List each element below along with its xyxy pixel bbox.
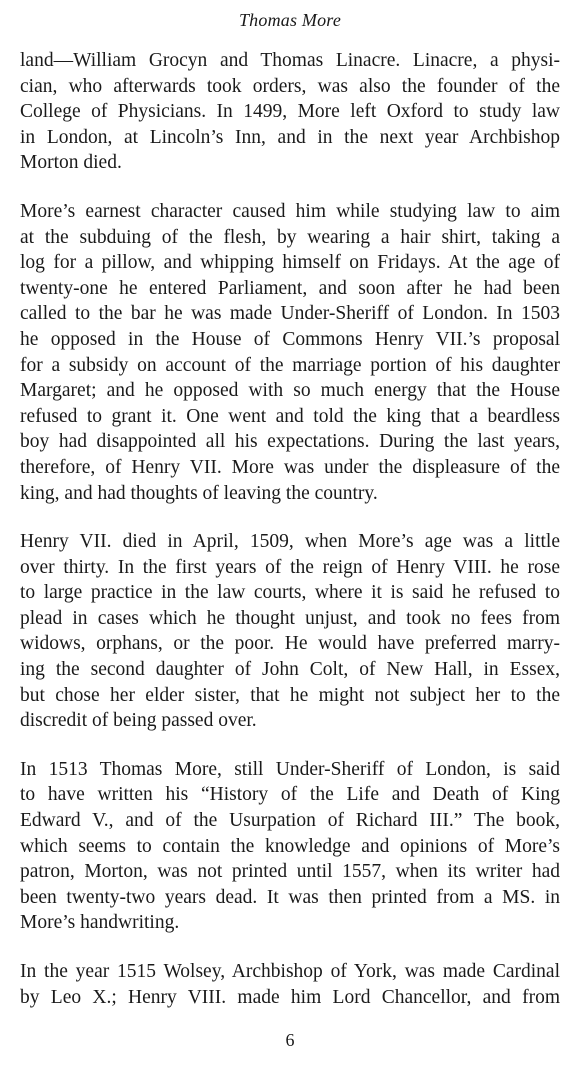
text-line: therefore, of Henry VII. More was under the displeasure of the	[20, 456, 560, 478]
text-line: ing the second daughter of John Colt, of New Hall, in Essex,	[20, 659, 560, 681]
text-line: Henry VII. died in April, 1509, when More’s age was a little	[20, 531, 560, 553]
text-line: king, and had thoughts of leaving the country.	[20, 482, 378, 504]
text-line: land—William Grocyn and Thomas Linacre. Linacre, a physi-	[20, 50, 560, 71]
paragraph	[20, 48, 560, 176]
text-line: for a subsidy on account of the marriage portion of his daughter	[20, 354, 560, 376]
text-line: twenty-one he entered Parliament, and soon after he had been	[20, 277, 560, 299]
text-line: boy had disappointed all his expectations. During the last years,	[20, 431, 560, 453]
text-line: called to the bar he was made Under-Sheriff of London. In 1503	[20, 303, 560, 325]
text-line: Edward V., and of the Usurpation of Richard III.” The book,	[20, 810, 560, 832]
body-text	[20, 48, 560, 1033]
text-line: In 1513 Thomas More, still Under-Sheriff of London, is said	[20, 758, 560, 780]
text-line: by Leo X.; Henry VIII. made him Lord Chancellor, and from	[20, 986, 560, 1008]
page-number: 6	[285, 1030, 295, 1050]
paragraph	[20, 757, 560, 936]
text-line: patron, Morton, was not printed until 1557, when its writer had	[20, 861, 560, 883]
text-line: refused to grant it. One went and told the king that a beardless	[20, 405, 560, 427]
paragraph	[20, 199, 560, 506]
paragraph	[20, 959, 560, 1010]
text-line: More’s earnest character caused him while studying law to aim	[20, 200, 560, 222]
text-line: to have written his “History of the Life and Death of King	[20, 784, 560, 806]
text-line: in London, at Lincoln’s Inn, and in the next year Archbishop	[20, 126, 560, 148]
text-line: to large practice in the law courts, where it is said he refused to	[20, 582, 560, 604]
text-line: More’s handwriting.	[20, 912, 180, 934]
text-line: In the year 1515 Wolsey, Archbishop of York, was made Cardinal	[20, 961, 560, 982]
text-line: Morton died.	[20, 152, 122, 174]
paragraph	[20, 529, 560, 734]
text-line: log for a pillow, and whipping himself on Fridays. At the age of	[20, 252, 560, 274]
text-line: over thirty. In the first years of the reign of Henry VIII. he rose	[20, 556, 560, 578]
text-line: which seems to contain the knowledge and opinions of More’s	[20, 835, 560, 857]
text-line: at the subduing of the flesh, by wearing a hair shirt, taking a	[20, 226, 560, 248]
text-line: discredit of being passed over.	[20, 710, 257, 732]
text-line: cian, who afterwards took orders, was also the founder of the	[20, 75, 560, 97]
text-line: Margaret; and he opposed with so much energy that the House	[20, 380, 560, 402]
text-line: plead in cases which he thought unjust, and took no fees from	[20, 607, 560, 629]
text-line: widows, orphans, or the poor. He would have preferred marry-	[20, 633, 560, 655]
text-line: been twenty-two years dead. It was then printed from a MS. in	[20, 886, 560, 908]
text-line: College of Physicians. In 1499, More left Oxford to study law	[20, 101, 560, 123]
running-head: Thomas More	[238, 10, 342, 30]
text-line: but chose her elder sister, that he might not subject her to the	[20, 684, 560, 706]
text-line: he opposed in the House of Commons Henry VII.’s proposal	[20, 328, 560, 350]
